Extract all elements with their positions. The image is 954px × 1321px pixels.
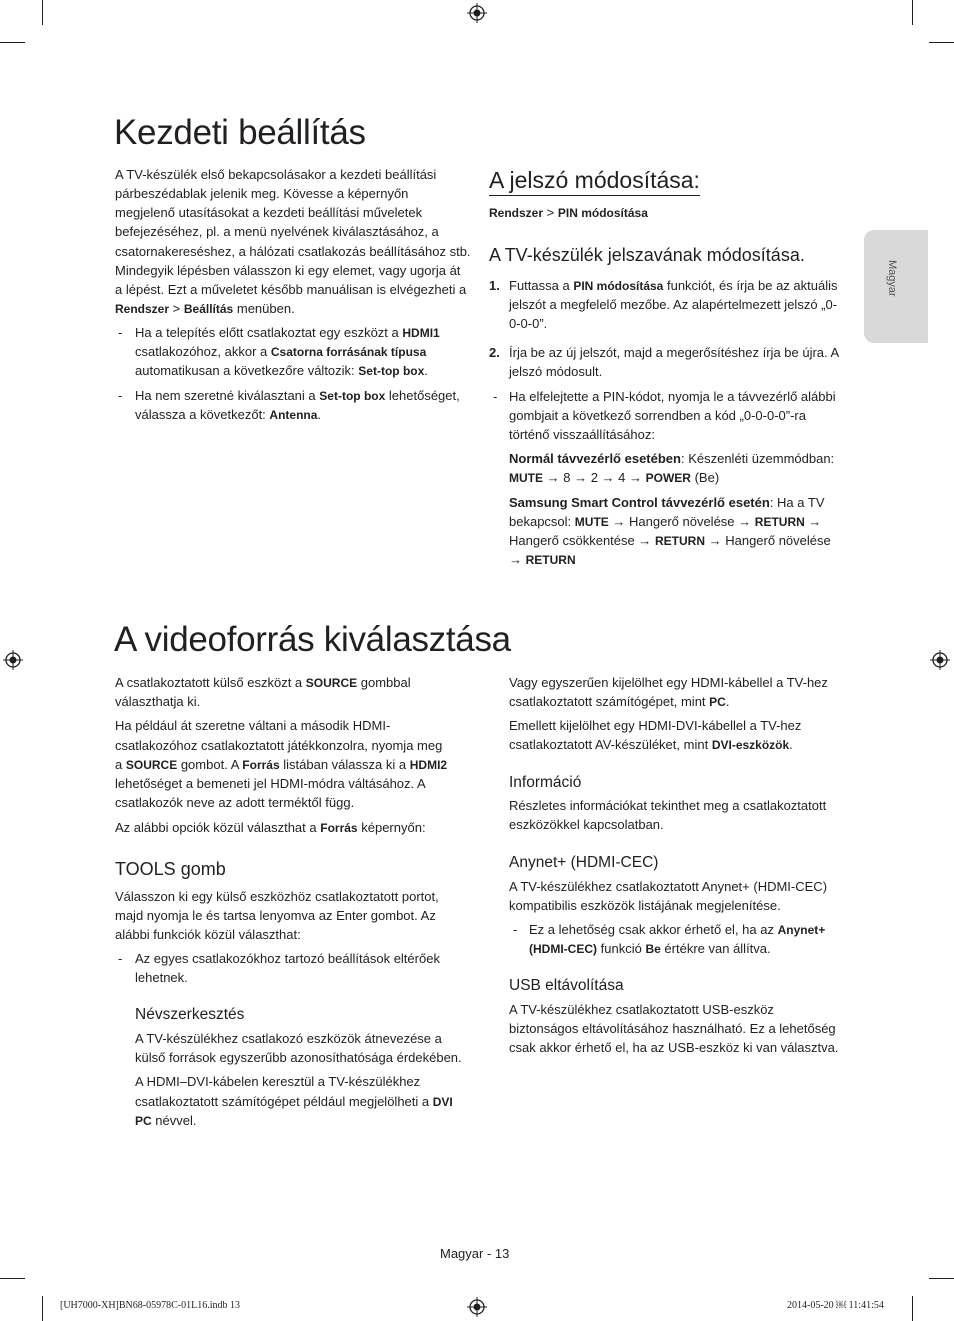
text-fragment: csatlakoztatott számítógépet, mint: [509, 694, 706, 709]
text-line: kompatibilis eszközök listájának megjelenítése.: [509, 898, 781, 913]
key-label: RETURN: [754, 515, 805, 529]
section-title-password: A jelszó módosítása:: [489, 166, 700, 196]
text-line: [135, 405, 321, 425]
text-line: A TV-készülékhez csatlakoztatott USB-eszköz: [509, 1002, 774, 1017]
key-sequence: [509, 468, 719, 488]
text-line: lehetőséget a bemeneti jel HDMI-módra váltásához. A: [115, 776, 426, 791]
menu-item: Anynet+: [777, 923, 826, 937]
text-line: csatornakereséshez, a hálózati csatlakozás beállításához stb.: [115, 244, 471, 259]
remote-type-label: Samsung Smart Control távvezérlő esetén: [509, 495, 770, 510]
text-line: [115, 818, 426, 838]
key-label: RETURN: [654, 534, 705, 548]
text-line: [529, 920, 825, 940]
text-line: befejezéséhez, pl. a menü nyelvének kiválasztásához, a: [115, 224, 439, 239]
text-line: [509, 276, 838, 296]
step-number: 2.: [489, 345, 500, 360]
text-line: [509, 692, 729, 712]
section-title-initial-setup: Kezdeti beállítás: [114, 113, 366, 152]
text-line: [135, 1092, 453, 1112]
text-line: A TV-készülékhez csatlakoztatott Anynet+ (HDMI-CEC): [509, 879, 828, 894]
text-line: Emellett kijelölhet egy HDMI-DVI-kábellel a TV-hez: [509, 718, 802, 733]
text-line: [509, 735, 793, 755]
note-dash: -: [493, 389, 498, 404]
text-line: jelszó módosult.: [509, 364, 603, 379]
key-sequence: [509, 512, 821, 532]
text-fragment: automatikusan a következőre változik:: [135, 363, 355, 378]
key-sequence: [509, 550, 576, 570]
text-fragment: menüben.: [236, 301, 295, 316]
text-fragment: A csatlakoztatott külső eszközt a: [115, 675, 303, 690]
print-footer-date: 2014-05-20 ￼ 11:41:54: [787, 1300, 884, 1311]
text-fragment: Futtassa a: [509, 278, 570, 293]
text-fragment: listában válassza ki a: [283, 757, 407, 772]
text-line: A TV-készülék első bekapcsolásakor a kezdeti beállítási: [115, 167, 437, 182]
print-footer-file: [UH7000-XH]BN68-05978C-01L16.indb 13: [60, 1300, 240, 1311]
text-fragment: Az alábbi opciók közül választhat a: [115, 820, 317, 835]
menu-separator: >: [172, 301, 181, 316]
text-fragment: : Ha a TV: [769, 495, 825, 510]
text-fragment: (Be): [694, 470, 720, 485]
key-label: MUTE: [509, 471, 543, 485]
page-number: Magyar - 13: [440, 1246, 510, 1261]
text-line: majd nyomja le és tartsa lenyomva az Enter gombot. Az: [115, 908, 436, 923]
text-line: gombjait a következő sorrendben a kód „0-0-0-0”-ra: [509, 408, 806, 423]
text-fragment: értékre van állítva.: [664, 941, 771, 956]
menu-item: Rendszer: [115, 302, 170, 316]
menu-item: (HDMI-CEC): [529, 942, 597, 956]
text-fragment: .: [424, 363, 428, 378]
text-fragment: : Készenléti üzemmódban:: [680, 451, 835, 466]
text-line: [529, 939, 771, 959]
menu-item: Set-top box: [319, 389, 386, 403]
text-line: [135, 323, 440, 343]
text-line: [509, 493, 825, 512]
text-fragment: .: [317, 407, 322, 422]
crop-mark: [42, 0, 43, 25]
subsection-title: TOOLS gomb: [115, 859, 226, 879]
step-number: 1.: [489, 278, 500, 293]
text-line: Ha például át szeretne váltani a második HDMI-: [115, 718, 391, 733]
menu-item: Csatorna forrásának típusa: [270, 345, 427, 359]
crop-mark: [42, 1296, 43, 1321]
text-fragment: gombbal: [360, 675, 411, 690]
device-label: PC: [135, 1114, 152, 1128]
text-line: [509, 449, 834, 468]
text-line: Válasszon ki egy külső eszközhöz csatlakoztatott portot,: [115, 889, 439, 904]
note-dash: -: [118, 325, 123, 340]
text-line: a lépést. Ezt a műveletet később manuálisan is elvégezheti a: [115, 282, 467, 297]
menu-path: [489, 203, 648, 223]
note-dash: -: [118, 388, 123, 403]
key-label: SOURCE: [305, 676, 358, 690]
key-label: SOURCE: [125, 758, 178, 772]
subsection-title: A TV-készülék jelszavának módosítása.: [489, 245, 805, 265]
text-fragment: Ha a telepítés előtt csatlakoztat egy eszközt a: [135, 325, 399, 340]
text-line: lehetnek.: [135, 970, 188, 985]
port-label: HDMI2: [409, 758, 448, 772]
text-fragment: csatlakoztatott AV-készüléket, mint: [509, 737, 709, 752]
side-tab-label: Magyar: [886, 260, 898, 297]
registration-mark-icon: [467, 1297, 487, 1317]
text-line: Részletes információkat tekinthet meg a csatlakoztatott: [509, 798, 827, 813]
text-line: külső források egyszerűbb azonosíthatósága érdekében.: [135, 1050, 462, 1065]
menu-item: Forrás: [320, 821, 358, 835]
text-fragment: .: [789, 737, 793, 752]
menu-item: PIN módosítása: [573, 279, 664, 293]
device-label: PC: [709, 695, 726, 709]
text-line: történő visszaállításához:: [509, 427, 655, 442]
text-line: Vagy egyszerűen kijelölhet egy HDMI-kábellel a TV-hez: [509, 675, 828, 690]
text-line: Mindegyik lépésben válasszon ki egy elemet, vagy ugorja át: [115, 263, 461, 278]
text-line: jelszót a megfelelő mezőbe. Az alapértelmezett jelszó „0-: [509, 297, 838, 312]
text-line: A TV-készülékhez csatlakozó eszközök átnevezése a: [135, 1031, 442, 1046]
text-fragment: Ha nem szeretné kiválasztani a: [135, 388, 316, 403]
crop-mark: [912, 1296, 913, 1321]
text-line: 0-0-0”.: [509, 316, 548, 331]
menu-item: Rendszer: [489, 206, 544, 220]
text-line: megjelenő utasításokat a kezdeti beállítási műveletek: [115, 205, 423, 220]
device-label: DVI-eszközök: [711, 738, 790, 752]
key-label: MUTE: [574, 515, 609, 529]
registration-mark-icon: [467, 3, 487, 23]
text-line: biztonságos eltávolításához használható. Ez a lehetőség: [509, 1021, 836, 1036]
text-line: párbeszédablak jelenik meg. Kövesse a képernyőn: [115, 186, 409, 201]
port-label: HDMI1: [402, 326, 440, 340]
language-side-tab: [864, 230, 928, 343]
text-line: választhatja ki.: [115, 694, 201, 709]
key-label: POWER: [645, 471, 691, 485]
text-line: csatlakozók neve az adott terméktől függ.: [115, 795, 355, 810]
menu-separator: >: [546, 205, 555, 220]
menu-item: Antenna: [269, 408, 318, 422]
menu-item: Be: [645, 942, 661, 956]
text-fragment: képernyőn:: [361, 820, 426, 835]
text-line: csak akkor érhető el, ha az USB-eszköz ki van választva.: [509, 1040, 839, 1055]
text-fragment: →: [509, 552, 522, 567]
device-label: DVI: [432, 1095, 453, 1109]
remote-type-label: Normál távvezérlő esetében: [509, 451, 681, 466]
menu-item: Forrás: [242, 758, 280, 772]
crop-mark: [912, 0, 913, 25]
text-fragment: funkció: [600, 941, 642, 956]
text-fragment: lehetőséget,: [388, 388, 460, 403]
crop-mark: [0, 42, 25, 43]
option-title: Információ: [509, 774, 582, 791]
menu-item: Set-top box: [358, 364, 425, 378]
text-line: Írja be az új jelszót, majd a megerősítéshez írja be újra. A: [509, 345, 840, 360]
text-line: [115, 673, 411, 693]
text-line: [115, 755, 447, 775]
text-line: eszközökkel kapcsolatban.: [509, 817, 664, 832]
text-fragment: funkciót, és írja be az aktuális: [666, 278, 838, 293]
text-line: [135, 361, 428, 381]
text-line: csatlakozóhoz csatlakoztatott játékkonzolra, nyomja meg: [115, 738, 443, 753]
text-line: [115, 299, 295, 319]
key-sequence: [509, 531, 831, 551]
registration-mark-icon: [930, 650, 950, 670]
key-label: RETURN: [525, 553, 576, 567]
text-fragment: válassza a következőt:: [135, 407, 266, 422]
text-line: [135, 386, 460, 406]
text-fragment: bekapcsol:: [509, 514, 572, 529]
option-title: Névszerkesztés: [135, 1006, 245, 1023]
text-fragment: csatlakozóhoz, akkor a: [135, 344, 268, 359]
menu-item: Beállítás: [183, 302, 234, 316]
text-line: Az egyes csatlakozókhoz tartozó beállítások eltérőek: [135, 951, 440, 966]
menu-item: PIN módosítása: [557, 206, 648, 220]
text-line: Ha elfelejtette a PIN-kódot, nyomja le a távvezérlő alábbi: [509, 389, 836, 404]
note-dash: -: [513, 922, 518, 937]
text-line: alábbi funkciók közül választhat:: [115, 927, 301, 942]
text-fragment: →: [808, 514, 822, 529]
text-line: [135, 1111, 197, 1131]
text-line: [135, 342, 426, 362]
text-fragment: → Hangerő növelése: [708, 533, 831, 548]
registration-mark-icon: [3, 650, 23, 670]
text-line: A HDMI–DVI-kábelen keresztül a TV-készülékhez: [135, 1074, 421, 1089]
option-title: USB eltávolítása: [509, 977, 624, 994]
text-fragment: csatlakoztatott számítógépet például megjelölheti a: [135, 1094, 430, 1109]
text-fragment: Ez a lehetőség csak akkor érhető el, ha az: [529, 922, 774, 937]
crop-mark: [929, 42, 954, 43]
text-fragment: névvel.: [155, 1113, 197, 1128]
text-fragment: a: [115, 757, 123, 772]
crop-mark: [0, 1278, 25, 1279]
text-fragment: → 8 → 2 → 4 →: [546, 470, 642, 485]
option-title: Anynet+ (HDMI-CEC): [509, 854, 659, 871]
note-dash: -: [118, 951, 123, 966]
text-fragment: → Hangerő növelése →: [612, 514, 752, 529]
text-fragment: .: [725, 694, 730, 709]
text-fragment: Hangerő csökkentése →: [509, 533, 652, 548]
text-fragment: gombot. A: [180, 757, 239, 772]
crop-mark: [929, 1278, 954, 1279]
section-title-video-source: A videoforrás kiválasztása: [114, 620, 511, 659]
